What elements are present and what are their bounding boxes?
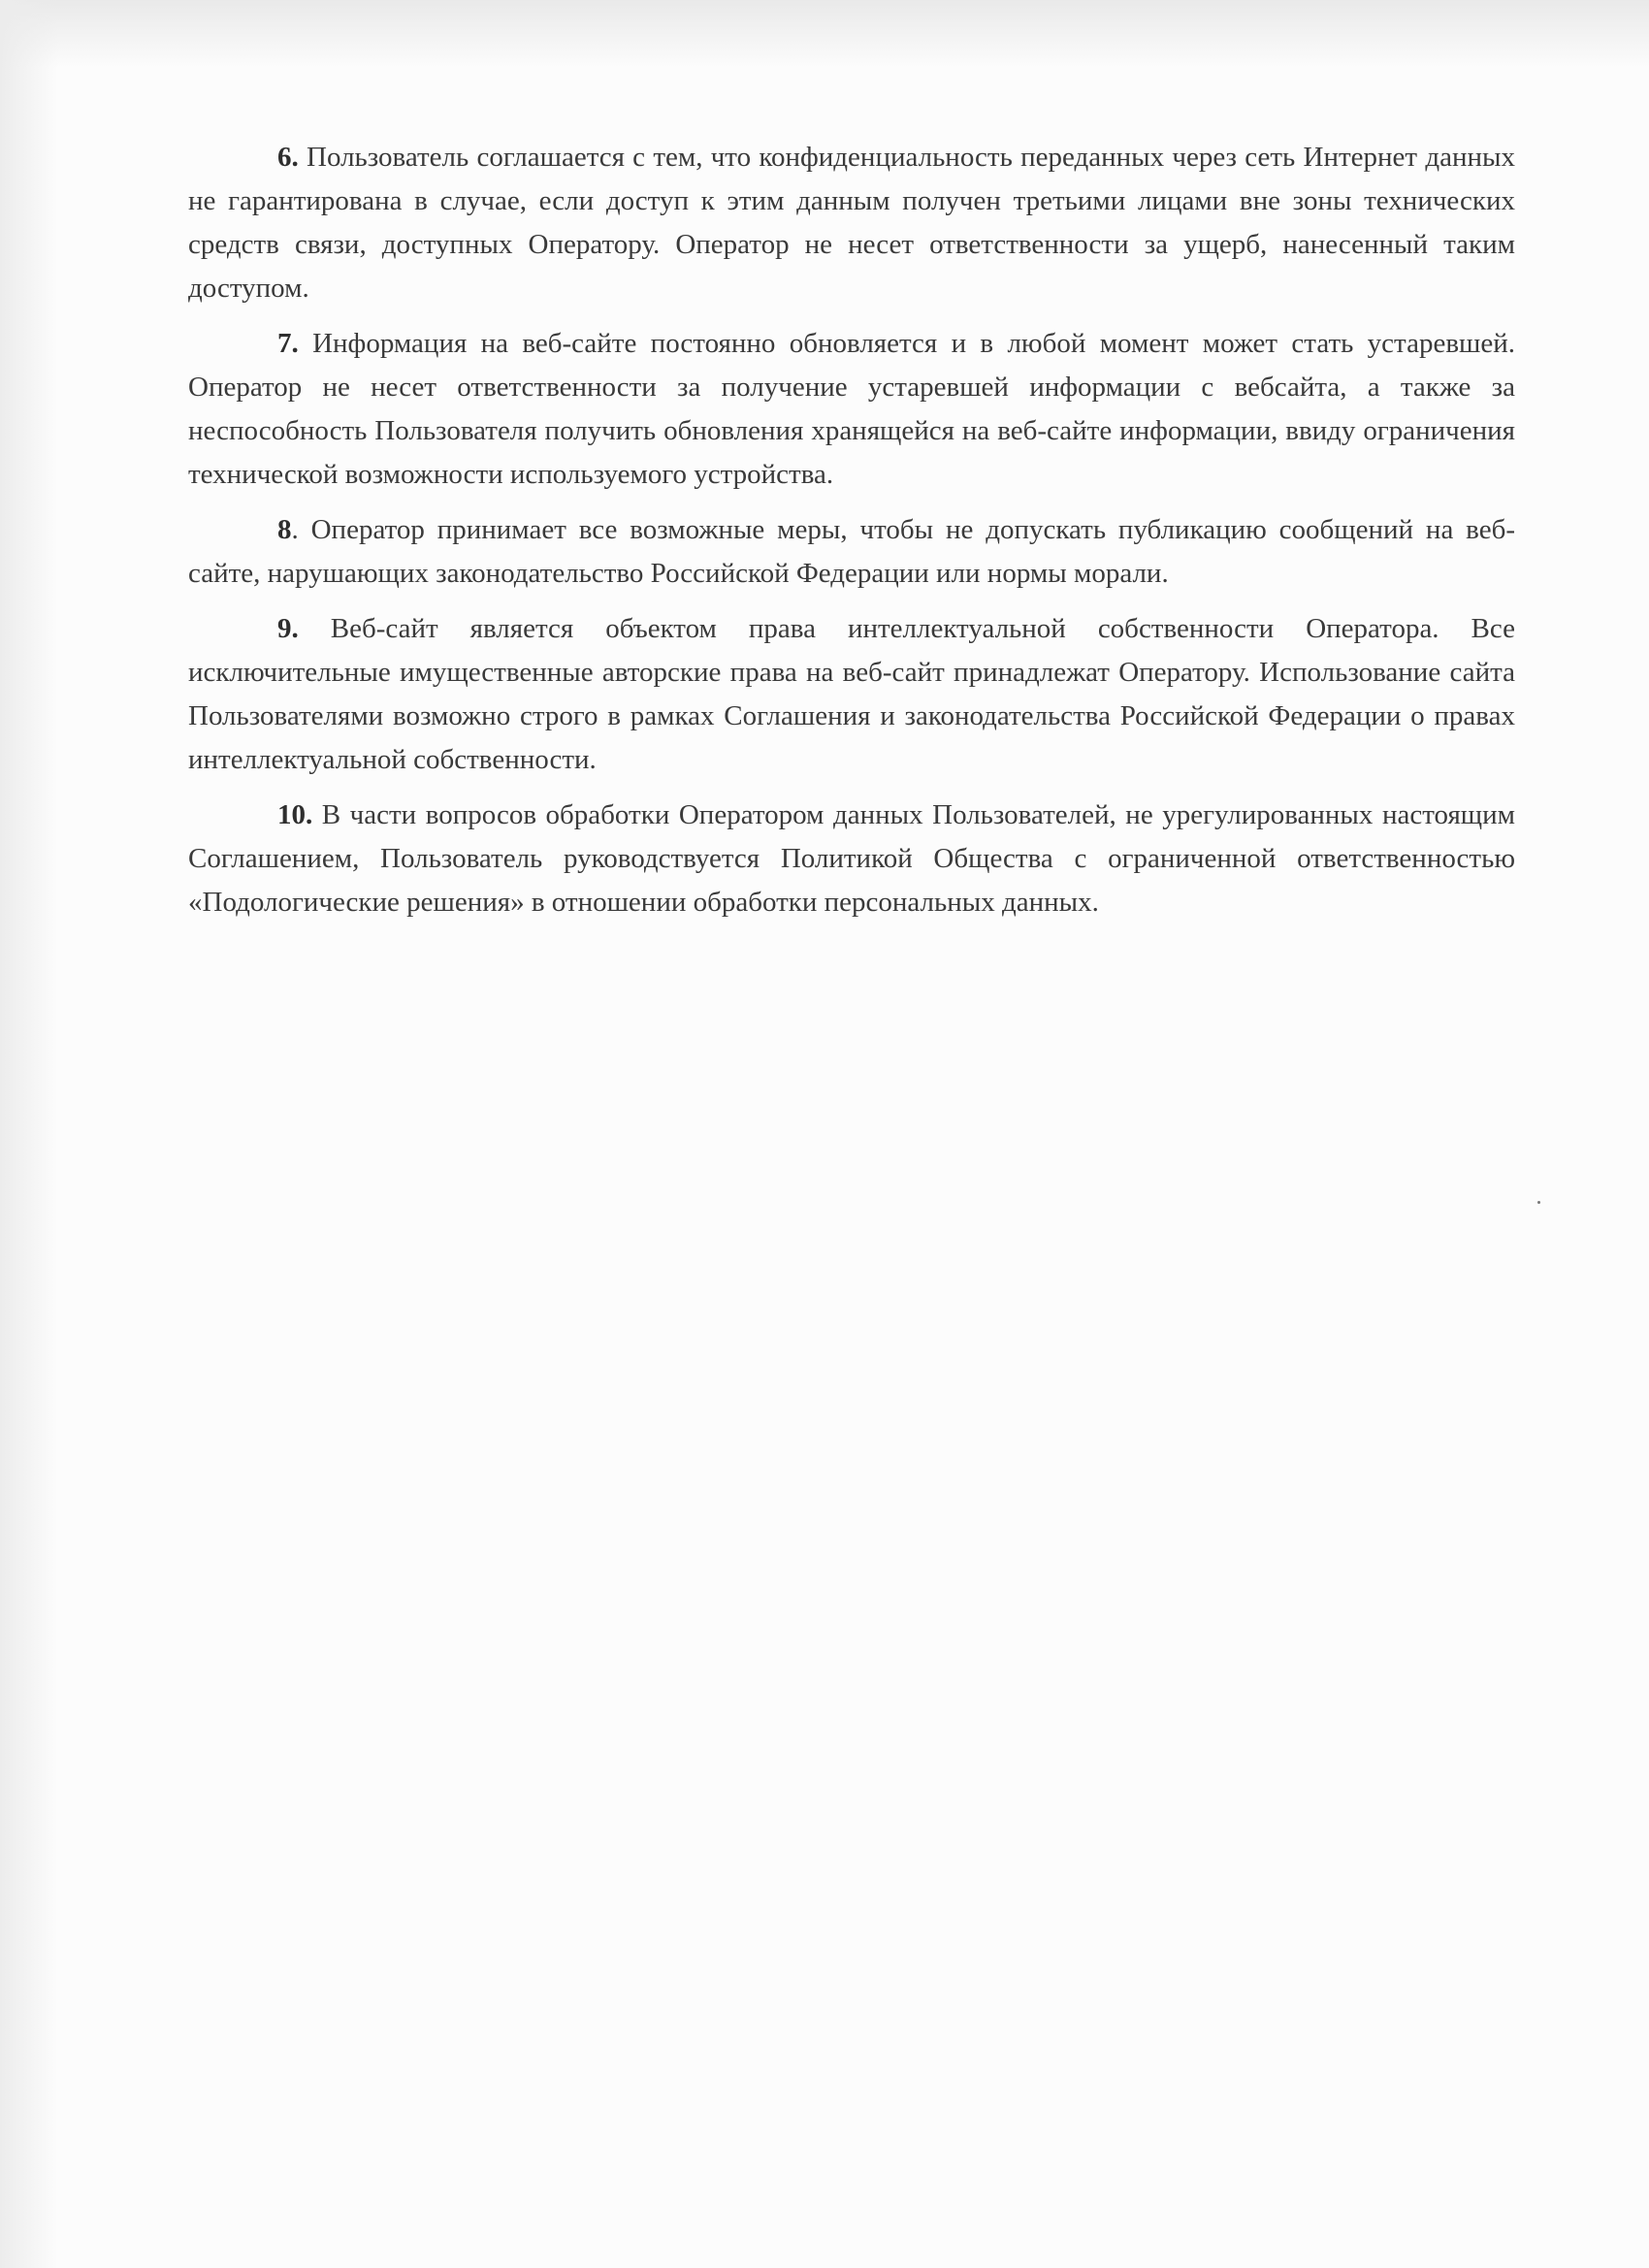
paragraph-7	[188, 322, 1515, 497]
paragraph-text: Пользователь соглашается с тем, что конфиденциальность переданных через сеть Интернет данных не гарантирована в случае, если доступ к этим данным получен третьими лицами вне зоны технических средств связи, доступных Оператору. Оператор не несет ответственности за ущерб, нанесенный таким доступом.	[188, 142, 1515, 304]
paragraph-8	[188, 508, 1515, 596]
paragraph-9	[188, 607, 1515, 782]
paragraph-text: . Оператор принимает все возможные меры, чтобы не допускать публикацию сообщений на веб-сайте, нарушающих законодательство Российской Федерации или нормы морали.	[188, 514, 1515, 589]
paragraph-number: 7.	[277, 328, 299, 359]
paragraph-text: Информация на веб-сайте постоянно обновляется и в любой момент может стать устаревшей. Оператор не несет ответственности за получение устаревшей информации с вебсайта, а также за неспособность Пользователя получить обновления хранящейся на веб-сайте информации, ввиду ограничения технической возможности используемого устройства.	[188, 328, 1515, 490]
paragraph-text: В части вопросов обработки Оператором данных Пользователей, не урегулированных настоящим Соглашением, Пользователь руководствуется Политикой Общества с ограниченной ответственностью «Подологические решения» в отношении обработки персональных данных.	[188, 799, 1515, 918]
paragraph-number: 8	[277, 514, 292, 545]
scan-top-shadow	[0, 0, 1649, 68]
paragraph-text: Веб-сайт является объектом права интеллектуальной собственности Оператора. Все исключительные имущественные авторские права на веб-сайт принадлежат Оператору. Использование сайта Пользователями возможно строго в рамках Соглашения и законодательства Российской Федерации о правах интеллектуальной собственности.	[188, 613, 1515, 775]
scan-speck	[1537, 1201, 1540, 1204]
paragraph-number: 6.	[277, 142, 299, 173]
paragraph-number: 10.	[277, 799, 313, 830]
scan-left-shadow	[0, 0, 58, 2268]
paragraph-6	[188, 136, 1515, 310]
paragraph-10	[188, 794, 1515, 924]
paragraph-number: 9.	[277, 613, 299, 644]
agreement-text-body	[188, 136, 1515, 936]
